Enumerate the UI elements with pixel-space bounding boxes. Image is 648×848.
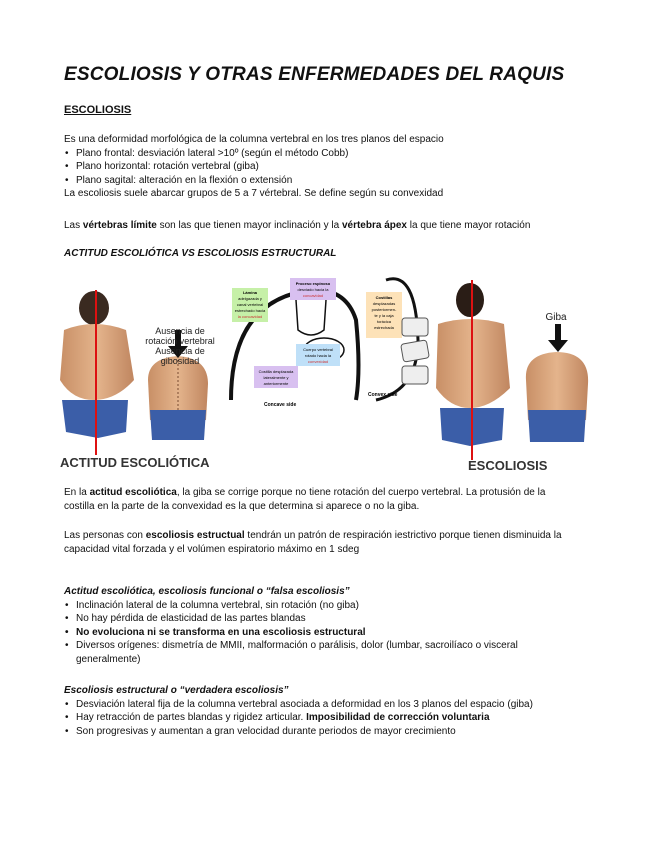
escoliosis-bent-figure (526, 324, 588, 442)
diagram-label: canal vertebral (236, 302, 264, 307)
text-run: En la (64, 487, 90, 498)
list-item: • Plano horizontal: rotación vertebral (giba) (64, 160, 444, 174)
diagram-label: estrechada (374, 325, 394, 330)
estructural-list-heading: Escoliosis estructural o “verdadera escoliosis” (64, 685, 289, 696)
diagram-label: Concave side (264, 402, 297, 408)
list-item-continuation: generalmente) (76, 653, 141, 665)
bold-term: escoliosis estructual (145, 530, 245, 541)
diagram-label: lateralmente y (263, 375, 289, 380)
actitud-standing-figure (60, 290, 134, 455)
intro-text: Es una deformidad morfológica de la columna vertebral en los tres planos del espacio (64, 134, 444, 145)
vertebra-icon (401, 318, 430, 384)
vertebrae-limit-text (64, 219, 530, 233)
text-run: la que tiene mayor rotación (407, 220, 531, 231)
list-item: • Inclinación lateral de la columna vertebral, sin rotación (no giba) (64, 599, 518, 613)
diagram-label: la concavidad (237, 314, 263, 319)
left-label-line: Ausencia de (155, 346, 205, 356)
bold-term: Imposibilidad de corrección voluntaria (306, 712, 490, 723)
actitud-paragraph (64, 486, 545, 513)
list-item: • Desviación lateral fija de la columna vertebral asociada a deformidad en los 3 planos del espacio (giba) (64, 698, 533, 712)
giba-label: Giba (545, 312, 567, 323)
page-title: ESCOLIOSIS Y OTRAS ENFERMEDADES DEL RAQUIS (64, 64, 565, 85)
escoliosis-caption: ESCOLIOSIS (468, 458, 548, 473)
bold-term: vértebras límite (82, 220, 157, 231)
diagram-label: Lámina (242, 290, 258, 295)
diagram-label: Proceso espinoso (295, 281, 331, 286)
list-item: • Son progresivas y aumentan a gran velocidad durante periodos de mayor crecimiento (64, 725, 533, 739)
bold-term: actitud escoliótica (89, 487, 177, 498)
diagram-label: convexidad (307, 359, 329, 364)
left-label-line: Ausencia de (155, 326, 205, 336)
diagram-label: anteriormente (263, 381, 289, 386)
estructural-list-block (64, 684, 533, 738)
escoliosis-definition (64, 133, 444, 201)
list-item: • Plano frontal: desviación lateral >10º (según el método Cobb) (64, 147, 444, 161)
text-run: costilla en la parte de la convexidad es la que determina si aparece o no la giba. (64, 500, 420, 512)
text-run: Las personas con (64, 530, 146, 541)
list-item: • Diversos orígenes: dismetría de MMII, malformación o parálisis, dolor (lumbar, sacroilíaco o visceral (64, 639, 518, 653)
list-item: • No hay pérdida de elasticidad de las partes blandas (64, 612, 518, 626)
bold-term: vértebra ápex (341, 220, 407, 231)
diagram-label: estrechado hacia (234, 308, 266, 313)
diagram-label: te y la caja (374, 313, 394, 318)
diagram-label: Costillas (375, 295, 393, 300)
list-item: • No evoluciona ni se transforma en una escoliosis estructural (64, 626, 518, 640)
diagram-label: Convex side (368, 392, 398, 398)
text-run: Las (64, 220, 83, 231)
diagram-label: torácica (376, 319, 392, 324)
actitud-list-block (64, 585, 518, 666)
actitud-list (64, 599, 518, 653)
text-run: capacidad vital forzada y el volúmen espiratorio máximo en 1 sdeg (64, 543, 360, 555)
convexity-text: La escoliosis suele abarcar grupos de 5 a 7 vértebral. Se define según su convexidad (64, 188, 444, 199)
diagram-label: adelgazada y (238, 296, 262, 301)
list-item: • Plano sagital: alteración en la flexión o extensión (64, 174, 444, 188)
text-run: son las que tienen mayor inclinación y la (156, 220, 342, 231)
actitud-list-heading: Actitud escoliótica, escoliosis funcional o “falsa escoliosis” (64, 586, 350, 597)
scoliosis-comparison-figure (56, 260, 596, 480)
text-run: tendrán un patrón de respiración iestrictivo porque tienen disminuida la (244, 530, 562, 541)
vertebra-rib-diagram (231, 278, 418, 408)
diagram-label: posteriormen- (371, 307, 397, 312)
diagram-label: Costilla desplazada (258, 369, 294, 374)
diagram-label: Cuerpo vertebral (303, 347, 333, 352)
planes-list (64, 147, 444, 188)
escoliosis-standing-figure (436, 280, 510, 460)
estructural-list (64, 698, 533, 739)
diagram-label: rotado hacia la (304, 353, 332, 358)
left-label-line: gibosidad (160, 356, 200, 366)
actitud-caption: ACTITUD ESCOLIÓTICA (60, 455, 210, 470)
text-run: , la giba se corrige porque no tiene rotación del cuerpo vertebral. La protusión de la (176, 487, 546, 498)
diagram-label: concavidad (302, 293, 324, 298)
list-item (64, 711, 533, 725)
diagram-label: desplazadas (372, 301, 396, 306)
left-label-line: rotación vertebral (145, 336, 215, 346)
subheading-actitud-vs-estructural: ACTITUD ESCOLIÓTICA VS ESCOLIOSIS ESTRUCTURAL (64, 248, 337, 259)
text-run: Hay retracción de partes blandas y rigidez articular. (76, 712, 307, 723)
estructural-paragraph (64, 529, 562, 556)
section-heading-escoliosis: ESCOLIOSIS (64, 104, 132, 116)
diagram-label: desviado hacia la (297, 287, 329, 292)
